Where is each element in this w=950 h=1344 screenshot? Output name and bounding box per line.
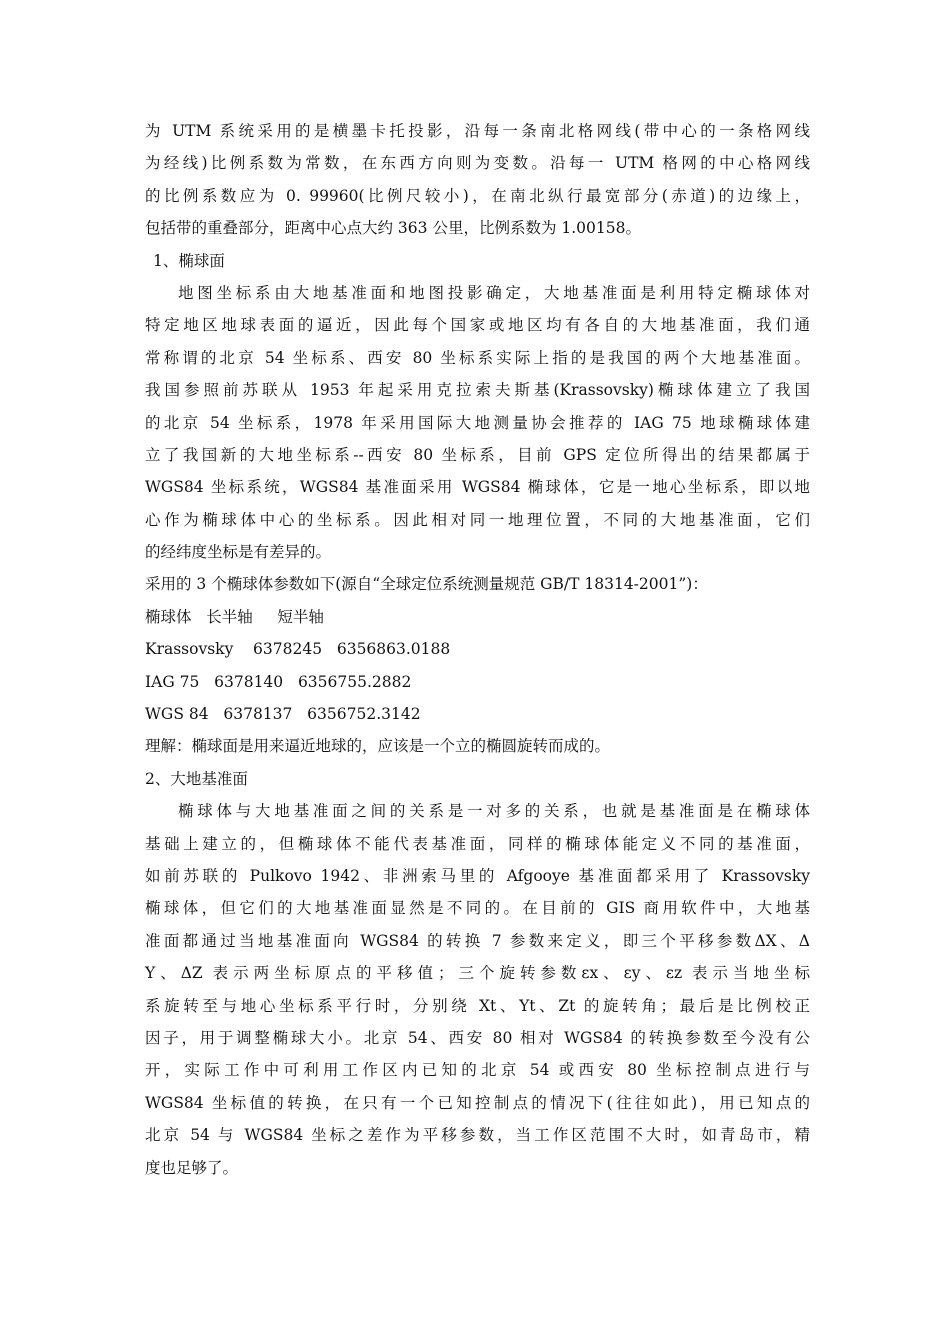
ellipsoid-params-table bbox=[145, 601, 810, 731]
text-line: 地图坐标系由大地基准面和地图投影确定，大地基准面是利用特定椭球体对 bbox=[178, 283, 810, 302]
text-line: 如前苏联的 Pulkovo 1942、非洲索马里的 Afgooye 基准面都采用了 Krassovsky bbox=[145, 866, 810, 885]
text-line: 椭球体与大地基准面之间的关系是一对多的关系，也就是基准面是在椭球体 bbox=[178, 802, 810, 821]
understanding-note: 理解：椭球面是用来逼近地球的，应该是一个立的椭圆旋转而成的。 bbox=[145, 737, 611, 756]
paragraph-utm-scale bbox=[145, 115, 810, 245]
text-line: 系旋转至与地心坐标系平行时，分别绕 Xt、Yt、Zt 的旋转角；最后是比例校正 bbox=[145, 996, 810, 1015]
table-row: IAG 75 6378140 6356755.2882 bbox=[145, 672, 412, 691]
text-line: 立了我国新的大地坐标系--西安 80 坐标系，目前 GPS 定位所得出的结果都属于 bbox=[145, 445, 810, 464]
text-line: 椭球体，但它们的大地基准面显然是不同的。在目前的 GIS 商用软件中，大地基 bbox=[145, 899, 810, 918]
text-line: 我国参照前苏联从 1953 年起采用克拉索夫斯基(Krassovsky)椭球体建立了我国 bbox=[145, 381, 810, 400]
text-line: Y、ΔZ 表示两坐标原点的平移值；三个旋转参数εx、εy、εz 表示当地坐标 bbox=[145, 964, 810, 983]
table-row: WGS 84 6378137 6356752.3142 bbox=[145, 705, 421, 724]
text-line: WGS84 坐标值的转换，在只有一个已知控制点的情况下(往往如此)，用已知点的 bbox=[145, 1093, 810, 1112]
text-line: 基础上建立的，但椭球体不能代表基准面，同样的椭球体能定义不同的基准面， bbox=[145, 834, 810, 853]
text-line: 开，实际工作中可利用工作区内已知的北京 54 或西安 80 坐标控制点进行与 bbox=[145, 1061, 810, 1080]
text-line: 常称谓的北京 54 坐标系、西安 80 坐标系实际上指的是我国的两个大地基准面。 bbox=[145, 348, 810, 367]
text-line: 准面都通过当地基准面向 WGS84 的转换 7 参数来定义，即三个平移参数ΔX、Δ bbox=[145, 931, 810, 950]
text-line: 为经线)比例系数为常数，在东西方向则为变数。沿每一 UTM 格网的中心格网线 bbox=[145, 154, 810, 173]
document-page bbox=[145, 115, 810, 1184]
text-line: 的北京 54 坐标系，1978 年采用国际大地测量协会推荐的 IAG 75 地球椭球体建 bbox=[145, 413, 810, 432]
text-line: WGS84 坐标系统，WGS84 基准面采用 WGS84 椭球体，它是一地心坐标系，即以地 bbox=[145, 478, 810, 497]
section-heading-datum: 2、大地基准面 bbox=[145, 769, 248, 788]
section-heading-ellipsoid: 1、椭球面 bbox=[153, 251, 225, 270]
text-line: 度也足够了。 bbox=[145, 1158, 239, 1177]
text-line: 为 UTM 系统采用的是横墨卡托投影，沿每一条南北格网线(带中心的一条格网线 bbox=[145, 122, 810, 140]
paragraph-ellipsoid bbox=[145, 277, 810, 569]
paragraph-datum bbox=[145, 795, 810, 1184]
params-intro: 采用的 3 个椭球体参数如下(源自“全球定位系统测量规范 GB/T 18314-2001”)： bbox=[145, 575, 708, 594]
table-row: Krassovsky 6378245 6356863.0188 bbox=[145, 640, 451, 659]
text-line: 的经纬度坐标是有差异的。 bbox=[145, 543, 332, 562]
text-line: 北京 54 与 WGS84 坐标之差作为平移参数，当工作区范围不大时，如青岛市，精 bbox=[145, 1126, 810, 1145]
text-line: 包括带的重叠部分，距离中心点大约 363 公里，比例系数为 1.00158。 bbox=[145, 219, 641, 238]
text-line: 心作为椭球体中心的坐标系。因此相对同一地理位置，不同的大地基准面，它们 bbox=[145, 510, 810, 529]
text-line: 因子，用于调整椭球大小。北京 54、西安 80 相对 WGS84 的转换参数至今没有公 bbox=[145, 1028, 810, 1047]
text-line: 特定地区地球表面的逼近，因此每个国家或地区均有各自的大地基准面，我们通 bbox=[145, 316, 810, 335]
table-header: 椭球体 长半轴 短半轴 bbox=[145, 607, 324, 626]
text-line: 的比例系数应为 0. 99960(比例尺较小)，在南北纵行最宽部分(赤道)的边缘上， bbox=[145, 186, 810, 205]
